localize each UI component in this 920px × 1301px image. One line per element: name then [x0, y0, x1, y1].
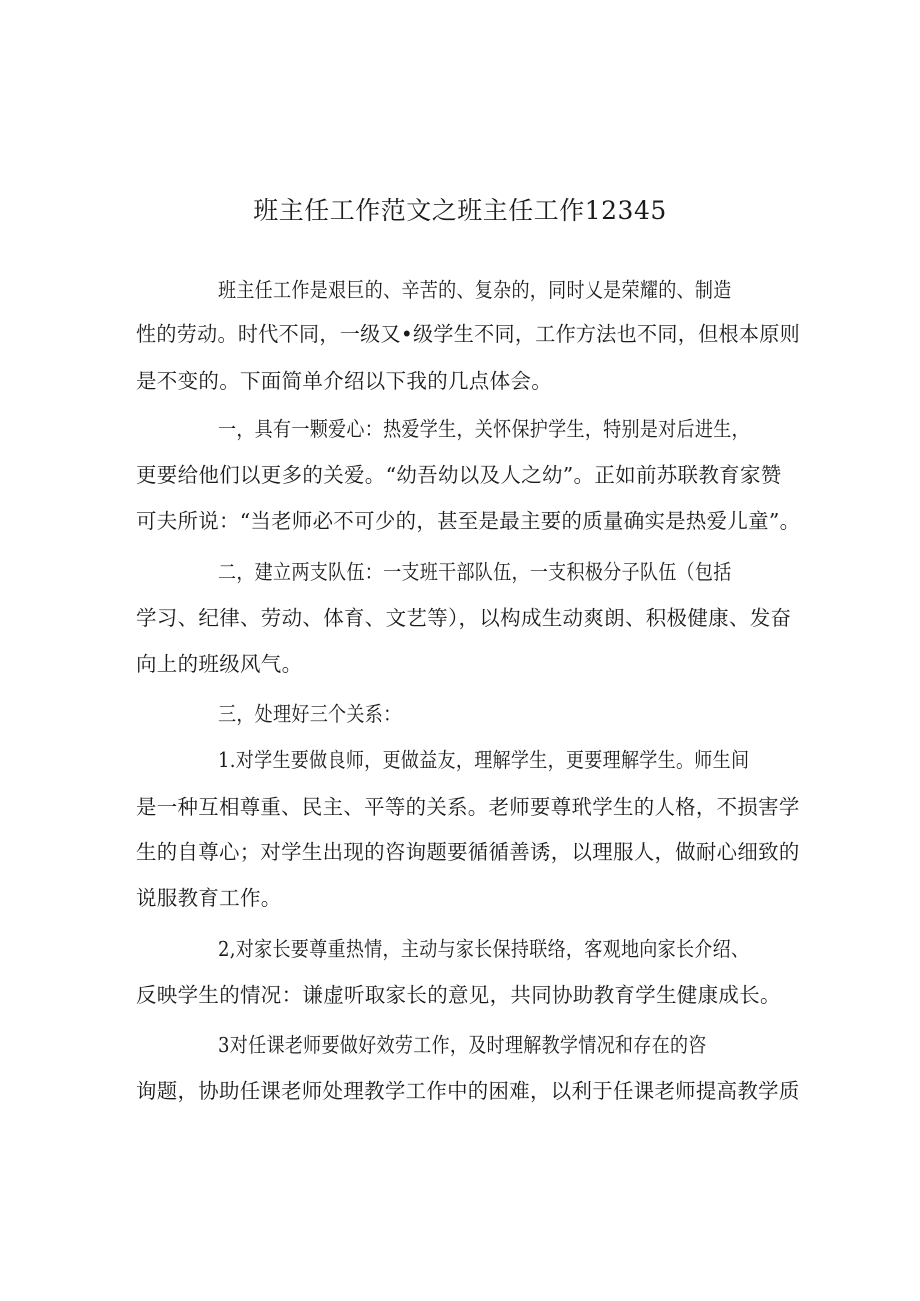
point2-line-3: 向上的班级风气。: [136, 652, 303, 676]
point3-heading: 三，处理好三个关系：: [218, 702, 402, 726]
point1-line-3: 可夫所说：“当老师必不可少的，甚至是最主要的质量确实是热爱儿童”。: [136, 509, 801, 533]
point3-item3-line-2: 询题，协助任课老师处理教学工作中的困难，以利于任课老师提高教学质: [136, 1079, 800, 1103]
point1-line-1: 一，具有一颗爱心：热爱学生，关怀保护学生，特别是对后进生，: [218, 417, 750, 441]
point3-item2-line-1: 2,对家长要尊重热情，主动与家长保持联络，客观地向家长介绍、: [218, 937, 750, 961]
point3-item2-line-2: 反映学生的情况：谦虚听取家长的意见，共同协助教育学生健康成长。: [136, 983, 781, 1007]
point3-item1-line-4: 说服教育工作。: [136, 886, 282, 910]
point3-item1-line-1: 1.对学生要做良师，更做益友，理解学生，更要理解学生。师生间: [218, 748, 750, 772]
intro-line-3: 是不变的。下面简单介绍以下我的几点体会。: [136, 369, 552, 393]
point3-item1-line-3: 生的自尊心；对学生出现的咨询题要循循善诱，以理服人，做耐心细致的: [136, 840, 800, 864]
point3-item3-line-1: 3对任课老师要做好效劳工作，及时理解教学情况和存在的咨: [218, 1033, 707, 1057]
document-title: 班主任工作范文之班主任工作12345: [253, 196, 667, 225]
point1-line-2: 更要给他们以更多的关爱。“幼吾幼以及人之幼”。正如前苏联教育家赞: [136, 463, 782, 487]
intro-line-2: 性的劳动。时代不同，一级又•级学生不同，工作方法也不同，但根本原则: [136, 322, 801, 346]
point2-line-2: 学习、纪律、劳动、体育、文艺等），以构成生动爽朗、积极健康、发奋: [136, 606, 792, 630]
point3-item1-line-2: 是一种互相尊重、民主、平等的关系。老师要尊玳学生的人格，不损害学: [136, 795, 800, 819]
intro-line-1: 班主任工作是艰巨的、辛苦的、复杂的，同时乂是荣耀的、制造: [218, 278, 732, 302]
point2-line-1: 二，建立两支队伍：一支班干部队伍，一支积极分子队伍（包括: [218, 560, 732, 584]
